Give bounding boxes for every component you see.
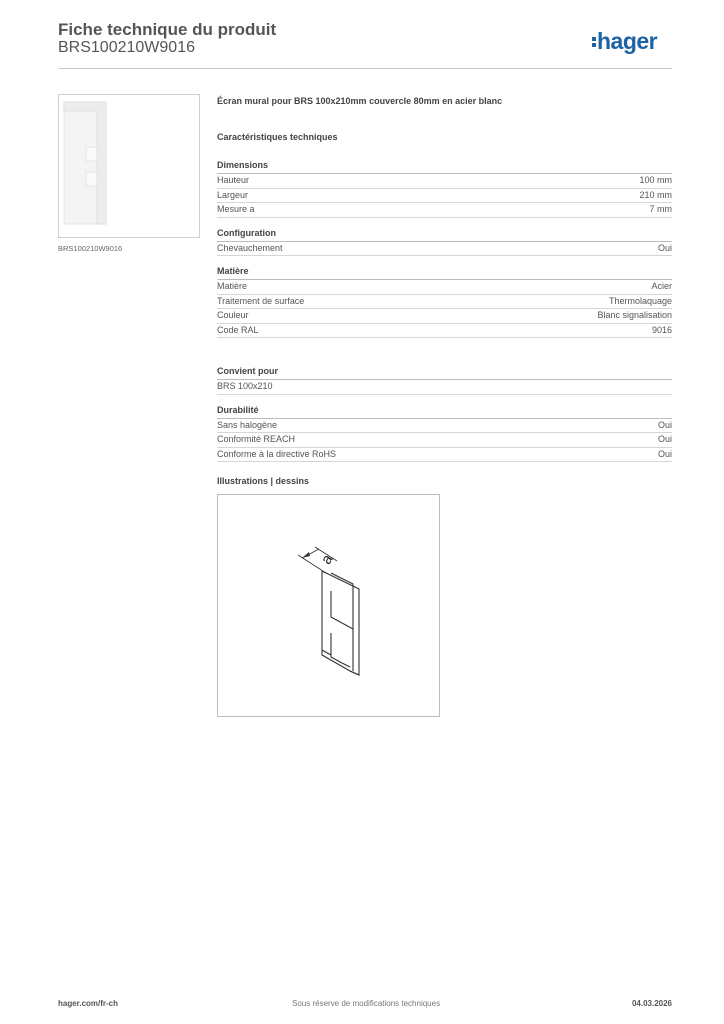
spec-value: 100 mm [639,175,672,185]
specs-heading: Caractéristiques techniques [217,132,338,142]
spec-label: Hauteur [217,175,250,185]
dimension-label: a [317,551,337,568]
spec-label: Traitement de surface [217,295,305,306]
spec-label: Code RAL [217,324,259,335]
spec-label: Matière [217,281,248,291]
spec-group-dimensions [217,160,672,218]
product-thumbnail-icon [59,95,199,237]
hager-logo [592,28,657,55]
spec-value: Oui [657,448,672,459]
dimension-drawing-icon [218,495,439,716]
spec-group-configuration [217,228,672,257]
thumbnail-caption: BRS100210W9016 [58,244,123,253]
spec-value: 210 mm [639,189,672,200]
group-title: Matière [217,266,672,280]
spec-row [217,419,672,434]
spec-value: Oui [657,434,672,444]
spec-value: 7 mm [649,204,672,214]
product-thumbnail [58,94,200,238]
spec-group-material [217,266,672,338]
spec-row [217,448,672,463]
spec-label: Chevauchement [217,242,283,253]
spec-value: Thermolaquage [608,295,672,306]
spec-row [217,380,672,395]
footer-date: 04.03.2026 [631,999,672,1008]
group-title: Durabilité [217,405,672,419]
logo-text: hager [597,28,658,54]
header-divider [58,68,672,69]
footer-website-link[interactable]: hager.com/fr-ch [58,999,119,1008]
group-title: Configuration [217,228,672,242]
spec-row [217,295,672,310]
spec-label: BRS 100x210 [217,381,273,391]
spec-row [217,324,672,339]
spec-value: Oui [657,242,672,253]
spec-value: Oui [657,419,672,430]
spec-row [217,189,672,204]
spec-group-suitable-for [217,366,672,395]
footer-notice: Sous réserve de modifications techniques [292,999,441,1008]
technical-drawing [217,494,440,717]
logo-dots-icon [592,35,596,49]
group-title: Convient pour [217,366,672,380]
product-reference: BRS100210W9016 [58,39,195,56]
spec-row [217,174,672,189]
spec-row [217,242,672,257]
spec-row [217,203,672,218]
spec-content [217,96,672,717]
product-description: Écran mural pour BRS 100x210mm couvercle 80mm en acier blanc [217,96,503,106]
spec-label: Sans halogène [217,419,278,430]
spec-label: Mesure a [217,204,255,214]
spec-value: 9016 [651,324,672,335]
spec-group-durability [217,405,672,463]
section-spacer [217,348,672,366]
spec-label: Conformité REACH [217,434,296,444]
illustrations-heading: Illustrations | dessins [217,476,310,486]
page-title: Fiche technique du produit [58,20,277,39]
spec-row [217,433,672,448]
group-title: Dimensions [217,160,672,174]
spec-row [217,309,672,324]
spec-value: Acier [651,281,672,291]
spec-row [217,280,672,295]
spec-label: Couleur [217,310,249,320]
spec-label: Conforme à la directive RoHS [217,448,337,459]
spec-value: Blanc signalisation [597,310,672,320]
spec-label: Largeur [217,189,249,200]
